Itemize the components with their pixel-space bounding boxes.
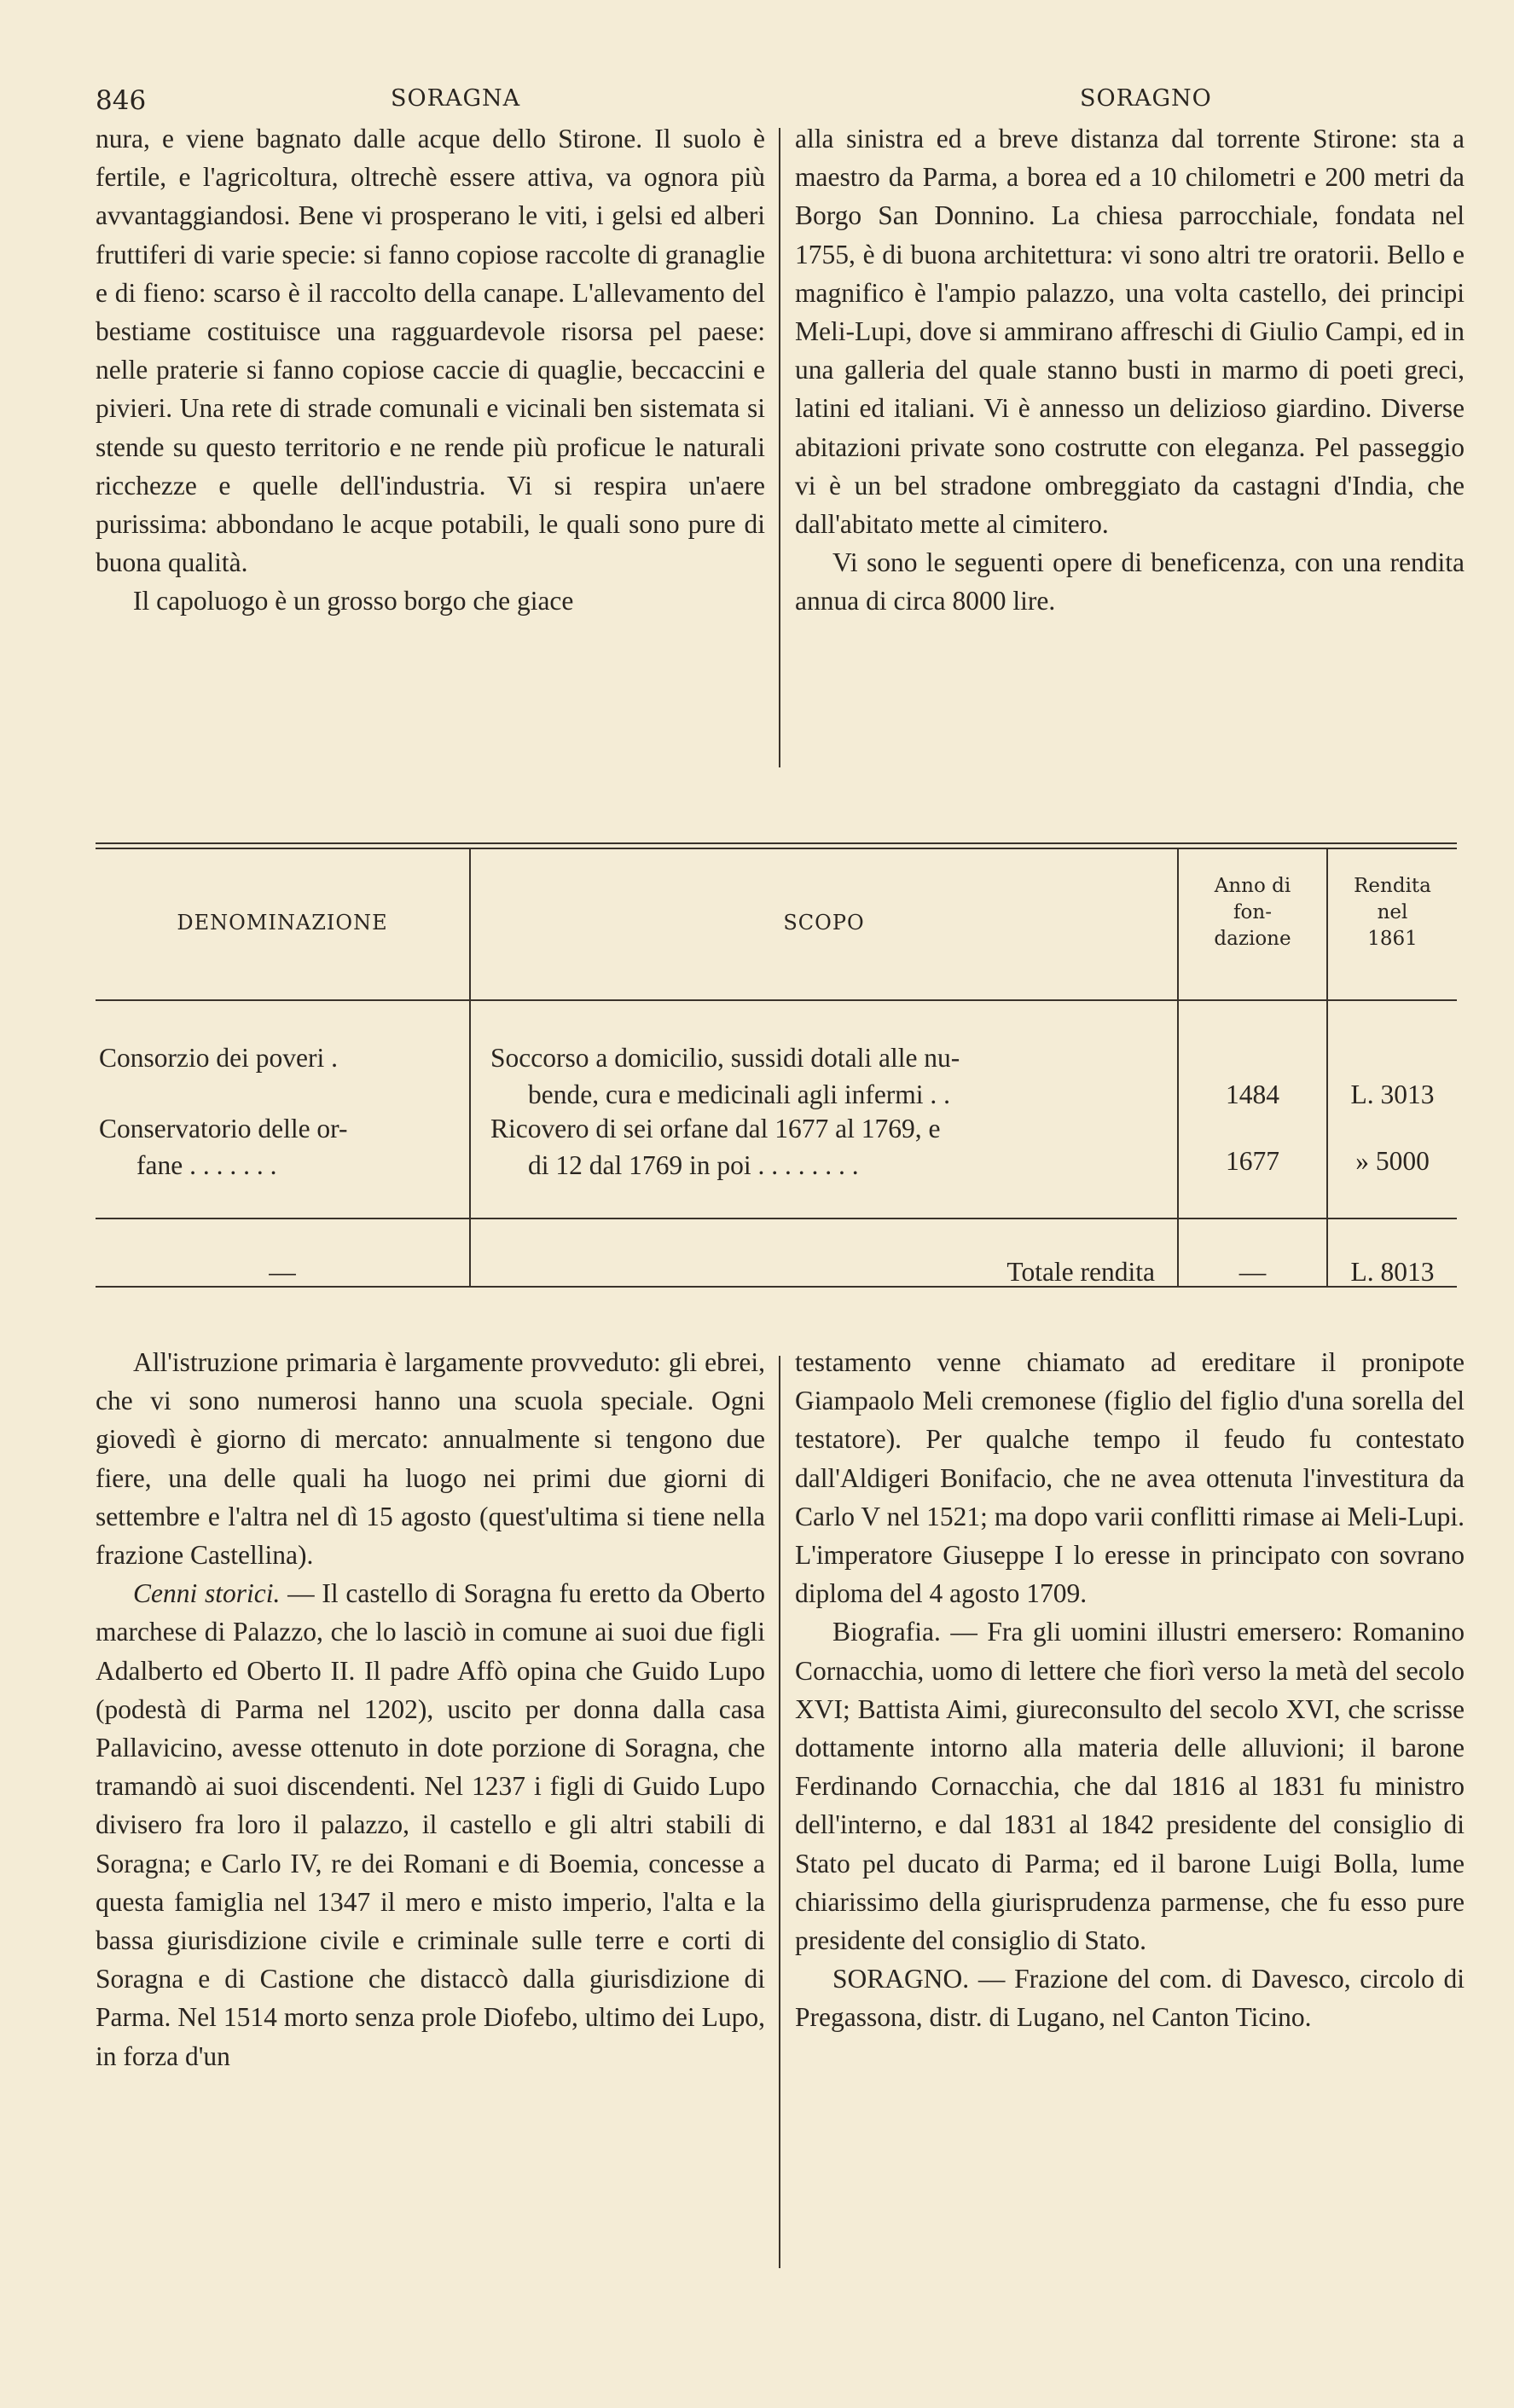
table-row-1-anno: 1484 (1226, 1080, 1279, 1109)
running-title-left: SORAGNA (391, 85, 521, 112)
total-denominazione: — (269, 1257, 296, 1287)
column-divider-bottom (779, 1356, 780, 2268)
paragraph-body: — Il castello di Soragna fu eretto da Oberto marchese di Palazzo, che lo lasciò in comune ai suoi due figli Adalberto ed Oberto II. Il padre Affò opina che Guido Lupo (podestà di Parma nel 1202), uscito per donna dalla casa Pallavicino, avesse ottenuto in dote porzione di Soragna, che tramandò ai suoi discendenti. Nel 1237 i figli di Guido Lupo divisero fra loro il palazzo, il castello e gli altri stabili di Soragna; e Carlo IV, re dei Romani e di Boemia, concesse a questa famiglia nel 1347 il mero e misto imperio, l'alta e la bassa giurisdizione civile e criminale sulle terre e corti di Soragna e di Castione che distaccò dalla giurisdizione di Parma. Nel 1514 morto senza prole Diofebo, ultimo dei Lupo, in forza d'un (96, 1578, 766, 2071)
paragraph: Vi sono le seguenti opere di beneficenza, con una rendita annua di circa 8000 lire. (795, 547, 1465, 616)
cell-text: Conservatorio delle or- (99, 1114, 348, 1143)
total-rendita: L. 8013 (1350, 1257, 1435, 1287)
cell-text: di 12 dal 1769 in poi . . . . . . . . (528, 1150, 859, 1180)
paragraph: alla sinistra ed a breve distanza dal torrente Stirone: sta a maestro da Parma, a borea ed a 10 chilometri e 200 metri da Borgo San Donnino. La chiesa parrocchiale, fondata nel 1755, è di buona architettura: vi sono altri tre oratorii. Bello e magnifico è l'ampio palazzo, una volta castello, dei principi Meli-Lupi, dove si ammirano affreschi di Giulio Campi, ed in una galleria del quale stanno busti in marmo di poeti greci, latini ed italiani. Vi è annesso un delizioso giardino. Diverse abitazioni private sono costrutte con eleganza. Pel passeggio vi è un bel stradone ombreggiato da castagni d'India, che dall'abitato mette al cimitero. (795, 124, 1465, 540)
header-rendita (1328, 873, 1457, 952)
table-top-rule (96, 842, 1457, 844)
header-anno-line: dazione (1214, 928, 1291, 950)
header-anno-line: fon- (1233, 901, 1272, 923)
header-anno (1179, 873, 1326, 952)
right-column-bottom (795, 1343, 1465, 2037)
paragraph: testamento venne chiamato ad ereditare il pronipote Giampaolo Meli cremonese (figlio del figlio d'una sorella del testatore). Per qualche tempo il feudo fu contestato dall'Aldigeri Bonifacio, che ne avea ottenuta l'investitura da Carlo V nel 1521; ma dopo varii conflitti rimase ai Meli-Lupi. L'imperatore Giuseppe I lo eresse in principato con sovrano diploma del 4 agosto 1709. (795, 1347, 1465, 1609)
paragraph: SORAGNO. — Frazione del com. di Davesco, circolo di Pregassona, distr. di Lugano, nel Canton Ticino. (795, 1964, 1465, 2033)
paragraph: nura, e viene bagnato dalle acque dello Stirone. Il suolo è fertile, e l'agricoltura, oltrechè essere attiva, va ognora più avvantaggiandosi. Bene vi prosperano le viti, i gelsi ed alberi fruttiferi di varie specie: si fanno copiose raccolte di granaglie e di fieno: scarso è il raccolto della canape. L'allevamento del bestiame costituisce una ragguardevole risorsa pel paese: nelle praterie si fanno copiose caccie di quaglie, beccaccini e pivieri. Una rete di strade comunali e vicinali ben sistemata si stende su questo territorio e ne rende più proficue le naturali ricchezze e quelle dell'industria. Vi si respira un'aere purissima: abbondano le acque potabili, le quali sono pure di buona qualità. (96, 124, 765, 578)
page-number: 846 (96, 85, 147, 116)
column-divider-top (779, 128, 780, 767)
header-anno-line: Anno di (1214, 875, 1291, 897)
table-top-rule-2 (96, 848, 1457, 849)
table-row-2-denominazione (99, 1110, 466, 1184)
running-title-right: SORAGNO (1080, 85, 1212, 112)
cell-text: Consorzio dei poveri . (99, 1043, 338, 1073)
table-row-2-rendita: » 5000 (1355, 1146, 1430, 1176)
cell-text: bende, cura e medicinali agli infermi . . (528, 1080, 951, 1109)
paragraph: All'istruzione primaria è largamente provveduto: gli ebrei, che vi sono numerosi hanno una scuola speciale. Ogni giovedì è giorno di mercato: annualmente si tengono due fiere, una delle quali ha luogo nei primi due giorni di settembre e l'altra nel dì 15 agosto (quest'ultima si tiene nella frazione Castellina). (96, 1347, 765, 1571)
table-row-2-scopo (490, 1110, 1173, 1184)
header-denominazione: DENOMINAZIONE (177, 911, 388, 935)
total-anno: — (1238, 1257, 1267, 1287)
paragraph: Biografia. — Fra gli uomini illustri emersero: Romanino Cornacchia, uomo di lettere che fiorì verso la metà del secolo XVI; Battista Aimi, giureconsulto del secolo XVI, che scrisse dottamente intorno alla materia delle alluvioni; il barone Ferdinando Cornacchia, che dal 1816 al 1831 fu ministro dell'interno, e dal 1831 al 1842 presidente del consiglio di Stato pel ducato di Parma; ed il barone Luigi Bolla, lume chiarissimo della giurisprudenza parmense, che fu esso pure presidente del consiglio di Stato. (795, 1617, 1465, 1956)
paragraph (96, 1574, 765, 2075)
cell-text: Ricovero di sei orfane dal 1677 al 1769, e (490, 1114, 941, 1143)
table-row-2-anno: 1677 (1226, 1146, 1279, 1176)
paragraph: Il capoluogo è un grosso borgo che giace (133, 586, 574, 616)
cell-text: fane . . . . . . . (136, 1150, 277, 1180)
cell-text: Soccorso a domicilio, sussidi dotali alle nu- (490, 1043, 960, 1073)
header-rendita-line: 1861 (1367, 928, 1418, 950)
left-column-top (96, 119, 765, 621)
right-column-top (795, 119, 1465, 621)
header-rendita-line: nel (1377, 901, 1408, 923)
table-header-rule (96, 999, 1457, 1001)
section-heading: Cenni storici. (133, 1578, 281, 1609)
table-row-1-denominazione (99, 1039, 466, 1076)
left-column-bottom (96, 1343, 765, 2075)
table-body-rule (96, 1218, 1457, 1219)
total-label: Totale rendita (1006, 1257, 1155, 1287)
header-scopo: SCOPO (783, 911, 865, 935)
header-rendita-line: Rendita (1354, 875, 1431, 897)
table-row-1-scopo (490, 1039, 1173, 1113)
table-row-1-rendita: L. 3013 (1350, 1080, 1435, 1109)
